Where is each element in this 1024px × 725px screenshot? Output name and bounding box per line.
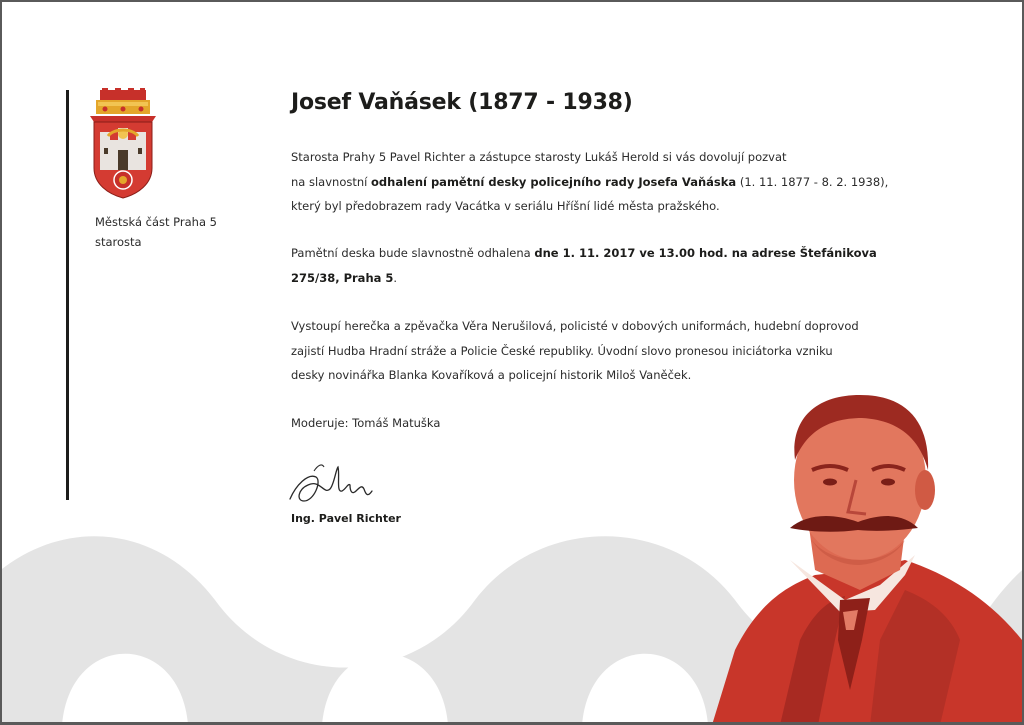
district-label	[95, 212, 217, 252]
moderator-paragraph	[291, 411, 901, 436]
program-line-3: desky novinářka Blanka Kovaříková a policejní historik Miloš Vaněček.	[291, 368, 692, 382]
program-paragraph	[291, 314, 901, 388]
event-line-1-prefix: Pamětní deska bude slavnostně odhalena	[291, 246, 535, 260]
event-line-2	[291, 266, 901, 291]
invitation-line-2	[291, 170, 901, 195]
program-line-2: zajistí Hudba Hradní stráže a Policie České republiky. Úvodní slovo pronesou iniciátorka vzniku	[291, 343, 833, 358]
invitation-highlight: odhalení pamětní desky policejního rady Josefa Vaňáska	[371, 174, 737, 189]
event-details-paragraph	[291, 241, 901, 290]
invitation-dates: (1. 11. 1877 - 8. 2. 1938),	[736, 174, 889, 189]
praha-5-coat-of-arms-icon	[90, 88, 156, 200]
event-address: 275/38, Praha 5	[291, 270, 394, 285]
page-title: Josef Vaňásek (1877 - 1938)	[291, 90, 633, 115]
event-line-1	[291, 241, 901, 266]
district-name: Městská část Praha 5	[95, 215, 217, 229]
program-line-1: Vystoupí herečka a zpěvačka Věra Nerušilová, policisté v dobových uniformách, hudební doprovod	[291, 319, 859, 333]
signer-name: Ing. Pavel Richter	[291, 512, 401, 525]
moderator-line: Moderuje: Tomáš Matuška	[291, 416, 441, 430]
event-line-2-suffix: .	[393, 270, 398, 285]
district-role: starosta	[95, 235, 142, 249]
event-date-time: dne 1. 11. 2017 ve 13.00 hod. na adrese Štefánikova	[534, 246, 877, 260]
invitation-paragraph	[291, 145, 901, 219]
vertical-divider	[66, 90, 69, 500]
invitation-line-3: který byl předobrazem rady Vacátka v seriálu Hříšní lidé města pražského.	[291, 199, 720, 213]
invitation-line-2-prefix: na slavnostní	[291, 174, 371, 189]
invitation-line-1: Starosta Prahy 5 Pavel Richter a zástupce starosty Lukáš Herold si vás dovolují pozvat	[291, 150, 787, 164]
signature-icon	[286, 455, 376, 507]
